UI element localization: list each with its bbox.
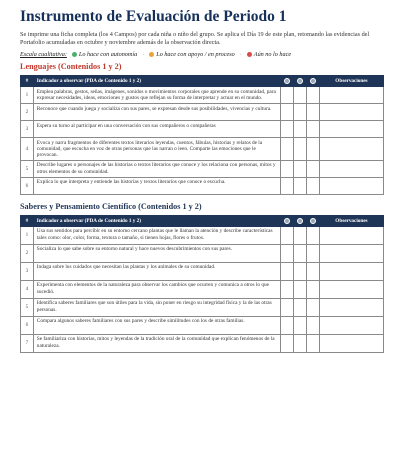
row-indicator: Evoca y narra fragmentos de diferentes textos literarios leyendas, cuentos, fábulas, historias y relatos de la comunidad, que escucha en voz de otras personas que las narran o leen. Comparte las emociones que le provocan.: [33, 138, 281, 161]
check-cell[interactable]: [294, 244, 307, 262]
scale-label: Escala cualitativa:: [20, 51, 67, 58]
observations-cell[interactable]: [319, 298, 383, 316]
check-cell[interactable]: [281, 87, 294, 104]
check-cell[interactable]: [294, 138, 307, 161]
table-row: [21, 87, 384, 104]
scale-item-label: Lo hace con apoyo / en proceso: [156, 51, 235, 58]
row-indicator: Reconoce que cuando juega y socializa con sus pares, se expresan desde sus posibilidades, vivencias y cultura.: [33, 104, 281, 121]
green-dot-icon: [72, 52, 77, 57]
header-indicator: Indicador a observar (PDA de Contenido 1 y 2): [33, 215, 281, 226]
header-scale-green: [281, 76, 294, 87]
table-row: [21, 104, 384, 121]
check-cell[interactable]: [307, 298, 320, 316]
header-indicator: Indicador a observar (PDA de Contenido 1 y 2): [33, 76, 281, 87]
observations-cell[interactable]: [319, 280, 383, 298]
header-observations: Observaciones: [319, 215, 383, 226]
check-cell[interactable]: [281, 138, 294, 161]
observations-cell[interactable]: [319, 334, 383, 352]
table-header-row: [21, 76, 384, 87]
observations-cell[interactable]: [319, 138, 383, 161]
observations-cell[interactable]: [319, 244, 383, 262]
row-number: 1: [21, 226, 34, 244]
table-row: [21, 280, 384, 298]
row-number: 2: [21, 104, 34, 121]
scale-item-label: Aún no lo hace: [253, 51, 292, 58]
row-number: 3: [21, 121, 34, 138]
table-row: [21, 138, 384, 161]
circle-icon: [310, 78, 316, 84]
header-number: #: [21, 215, 34, 226]
row-number: 5: [21, 298, 34, 316]
evaluation-table-saberes: [20, 215, 384, 353]
circle-icon: [284, 218, 290, 224]
check-cell[interactable]: [307, 121, 320, 138]
check-cell[interactable]: [294, 280, 307, 298]
check-cell[interactable]: [281, 280, 294, 298]
check-cell[interactable]: [307, 280, 320, 298]
header-scale-orange: [294, 76, 307, 87]
observations-cell[interactable]: [319, 104, 383, 121]
circle-icon: [284, 78, 290, 84]
row-indicator: Compara algunos saberes familiares con sus pares y describe similitudes con los de otras familias.: [33, 316, 281, 334]
table-header-row: [21, 215, 384, 226]
check-cell[interactable]: [307, 138, 320, 161]
row-number: 3: [21, 262, 34, 280]
row-indicator: Emplea palabras, gestos, señas, imágenes, sonidos o movimientos corporales que aprende en su comunidad, para expresar necesidades, ideas, emociones y gustos que reflejan su forma de interpretar y actuar en el mundo.: [33, 87, 281, 104]
observations-cell[interactable]: [319, 316, 383, 334]
check-cell[interactable]: [307, 334, 320, 352]
document-title: Instrumento de Evaluación de Periodo 1: [20, 8, 287, 25]
table-row: [21, 121, 384, 138]
row-indicator: Explica lo que interpreta y entiende las historias y textos literarios que conoce o escucha.: [33, 177, 281, 194]
check-cell[interactable]: [307, 160, 320, 177]
check-cell[interactable]: [281, 160, 294, 177]
check-cell[interactable]: [294, 104, 307, 121]
table-row: [21, 316, 384, 334]
scale-item-not-yet: [247, 50, 291, 59]
qualitative-scale: Escala cualitativa: Lo hace con autonomía · Lo hace con apoyo / en proceso · Aún no lo hace: [20, 51, 292, 58]
check-cell[interactable]: [294, 298, 307, 316]
header-number: #: [21, 76, 34, 87]
check-cell[interactable]: [281, 244, 294, 262]
observations-cell[interactable]: [319, 121, 383, 138]
check-cell[interactable]: [307, 104, 320, 121]
row-number: 4: [21, 138, 34, 161]
scale-item-in-progress: [149, 50, 234, 59]
table-row: [21, 177, 384, 194]
scale-item-autonomy: [72, 50, 137, 59]
table-row: [21, 262, 384, 280]
check-cell[interactable]: [307, 177, 320, 194]
check-cell[interactable]: [281, 316, 294, 334]
check-cell[interactable]: [307, 87, 320, 104]
check-cell[interactable]: [281, 177, 294, 194]
row-indicator: Se familiariza con historias, mitos y leyendas de la tradición oral de la comunidad que explican fenómenos de la naturaleza.: [33, 334, 281, 352]
row-indicator: Identifica saberes familiares que son útiles para la vida, sin poner en riesgo su integridad física y la de las otras personas.: [33, 298, 281, 316]
row-number: 5: [21, 160, 34, 177]
header-scale-orange: [294, 215, 307, 226]
check-cell[interactable]: [294, 226, 307, 244]
check-cell[interactable]: [281, 226, 294, 244]
header-scale-red: [307, 215, 320, 226]
section-title-lenguajes: Lenguajes (Contenidos 1 y 2): [20, 62, 122, 71]
check-cell[interactable]: [294, 262, 307, 280]
row-number: 7: [21, 334, 34, 352]
header-scale-green: [281, 215, 294, 226]
row-indicator: Describe lugares o personajes de las historias o textos literarios que conoce y los relaciona con personas, mitos y otros elementos de su comunidad.: [33, 160, 281, 177]
check-cell[interactable]: [307, 244, 320, 262]
evaluation-table-lenguajes: [20, 75, 384, 195]
table-row: [21, 334, 384, 352]
check-cell[interactable]: [294, 160, 307, 177]
document-intro: Se imprime una ficha completa (los 4 Campos) por cada niña o niño del grupo. Se aplica el Día 19 de este plan, retomando las evidencias del Portafolio acumuladas en octubre y noviembre además de la observación directa.: [20, 31, 370, 46]
check-cell[interactable]: [294, 177, 307, 194]
orange-dot-icon: [149, 52, 154, 57]
check-cell[interactable]: [281, 121, 294, 138]
circle-icon: [297, 218, 303, 224]
section-title-saberes: Saberes y Pensamiento Científico (Contenidos 1 y 2): [20, 201, 202, 211]
check-cell[interactable]: [294, 334, 307, 352]
row-indicator: Espera su turno al participar en una conversación con sus compañeros o compañeras: [33, 121, 281, 138]
check-cell[interactable]: [294, 316, 307, 334]
circle-icon: [310, 218, 316, 224]
observations-cell[interactable]: [319, 160, 383, 177]
table-row: [21, 244, 384, 262]
observations-cell[interactable]: [319, 262, 383, 280]
circle-icon: [297, 78, 303, 84]
row-indicator: Socializa lo que sabe sobre su entorno natural y hace nuevos descubrimientos con sus pares.: [33, 244, 281, 262]
header-observations: Observaciones: [319, 76, 383, 87]
check-cell[interactable]: [281, 104, 294, 121]
row-number: 4: [21, 280, 34, 298]
observations-cell[interactable]: [319, 87, 383, 104]
row-number: 2: [21, 244, 34, 262]
check-cell[interactable]: [307, 226, 320, 244]
observations-cell[interactable]: [319, 177, 383, 194]
check-cell[interactable]: [281, 298, 294, 316]
check-cell[interactable]: [294, 87, 307, 104]
row-indicator: Indaga sobre los cuidados que necesitan las plantas y los animales de su comunidad.: [33, 262, 281, 280]
row-indicator: Usa sus sentidos para percibir en su entorno cercano plantas que le llaman la atención y describe características tales como: olor, color, forma, textura o tamaño, si tienen hojas, flores o frutos.: [33, 226, 281, 244]
check-cell[interactable]: [307, 316, 320, 334]
red-dot-icon: [247, 52, 252, 57]
check-cell[interactable]: [281, 334, 294, 352]
scale-item-label: Lo hace con autonomía: [78, 51, 138, 58]
table-row: [21, 298, 384, 316]
table-row: [21, 226, 384, 244]
row-number: 1: [21, 87, 34, 104]
row-indicator: Experimenta con elementos de la naturaleza para observar los cambios que ocurren y comunica a otros lo que sucedió.: [33, 280, 281, 298]
table-row: [21, 160, 384, 177]
row-number: 6: [21, 177, 34, 194]
header-scale-red: [307, 76, 320, 87]
check-cell[interactable]: [307, 262, 320, 280]
check-cell[interactable]: [294, 121, 307, 138]
check-cell[interactable]: [281, 262, 294, 280]
observations-cell[interactable]: [319, 226, 383, 244]
row-number: 6: [21, 316, 34, 334]
